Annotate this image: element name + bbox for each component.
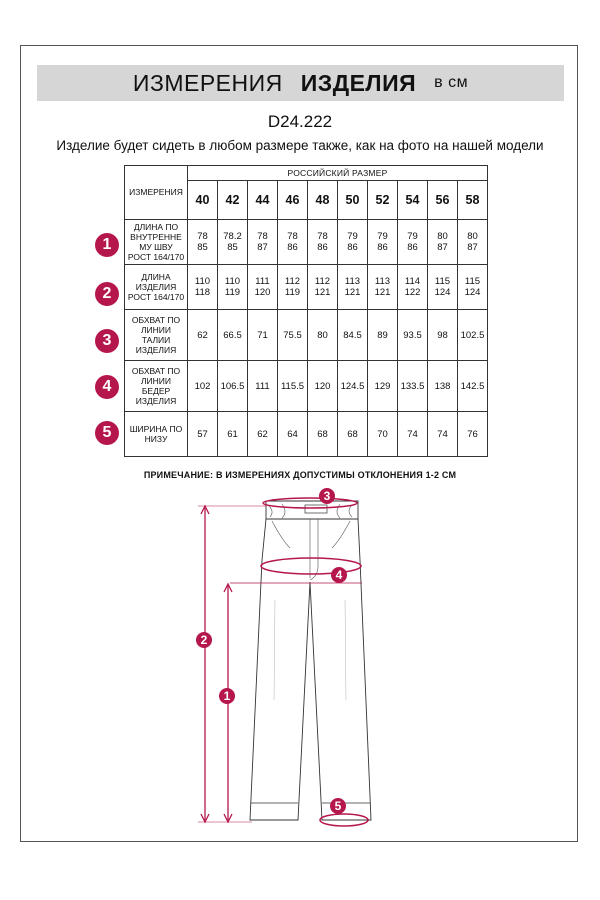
cell-value: 112 (314, 276, 331, 287)
row-label-line: ИЗДЕЛИЯ (135, 345, 177, 355)
waistband-gathers (268, 504, 352, 518)
cell-value: 76 (467, 428, 478, 440)
marker-3-label: 3 (323, 489, 331, 503)
cell-value: 115 (434, 276, 451, 287)
table-cell (368, 361, 398, 412)
row-label-line: ШИРИНА ПО (129, 424, 183, 434)
cell-value: 113 (374, 276, 391, 287)
cell-value: 86 (377, 242, 388, 253)
table-cell (218, 361, 248, 412)
table-cell (248, 220, 278, 265)
table-cell (218, 310, 248, 361)
table-cell (278, 220, 308, 265)
cell-value: 84.5 (343, 329, 362, 341)
cell-value: 79 (407, 231, 418, 242)
cell-value: 80 (467, 231, 478, 242)
cell-value: 119 (284, 287, 301, 298)
table-cell (188, 265, 218, 310)
row-number-badge-3: 3 (95, 329, 119, 353)
cell-value: 115 (464, 276, 481, 287)
row-label (125, 265, 188, 310)
row-label (125, 412, 188, 457)
table-cell (218, 412, 248, 457)
row-label-line: ТАЛИИ (141, 335, 171, 345)
cell-value: 78 (317, 231, 328, 242)
size-table (124, 165, 488, 457)
cell-value: 129 (374, 380, 391, 392)
cell-value: 110 (224, 276, 241, 287)
cell-value: 102.5 (460, 329, 485, 341)
cell-value: 120 (314, 380, 331, 392)
table-cell (188, 412, 218, 457)
row-label-line: БЕДЕР (141, 386, 171, 396)
row-number-badge-4: 4 (95, 375, 119, 399)
row-label-line: ОБХВАТ ПО (131, 315, 181, 325)
row-number-badge-5: 5 (95, 421, 119, 445)
cell-value: 118 (194, 287, 211, 298)
table-cell (428, 361, 458, 412)
table-cell (248, 265, 278, 310)
table-row (125, 310, 488, 361)
cell-value: 113 (344, 276, 361, 287)
row-number-badge-1: 1 (95, 233, 119, 257)
row-label-line: ЛИНИИ (140, 325, 172, 335)
cell-value: 120 (254, 287, 271, 298)
cell-value: 74 (407, 428, 418, 440)
table-cell (338, 361, 368, 412)
cell-value: 111 (255, 276, 270, 287)
table-cell (398, 220, 428, 265)
table-cell (278, 361, 308, 412)
pants-outline (250, 519, 371, 820)
table-cell (398, 412, 428, 457)
cell-value: 87 (467, 242, 478, 253)
cell-value: 102 (194, 380, 211, 392)
table-cell (428, 265, 458, 310)
table-cell (428, 220, 458, 265)
size-header-40: 40 (188, 181, 218, 220)
table-cell (248, 310, 278, 361)
cell-value: 121 (374, 287, 391, 298)
cell-value: 86 (317, 242, 328, 253)
cell-value: 57 (197, 428, 208, 440)
cell-value: 87 (257, 242, 268, 253)
table-cell (458, 220, 488, 265)
row-label-line: ДЛИНА (141, 272, 171, 282)
cell-value: 85 (227, 242, 238, 253)
size-header-56: 56 (428, 181, 458, 220)
cell-value: 70 (377, 428, 388, 440)
table-row (125, 412, 488, 457)
cell-value: 78 (287, 231, 298, 242)
waistband (266, 501, 358, 519)
cell-value: 68 (347, 428, 358, 440)
cell-value: 110 (194, 276, 211, 287)
row-label (125, 361, 188, 412)
measurements-header: ИЗМЕРЕНИЯ (125, 166, 188, 220)
table-cell (398, 265, 428, 310)
table-cell (458, 361, 488, 412)
table-row (125, 361, 488, 412)
size-header-44: 44 (248, 181, 278, 220)
table-cell (188, 310, 218, 361)
title-part-1: ИЗМЕРЕНИЯ (132, 69, 283, 96)
cell-value: 85 (197, 242, 208, 253)
row-label-line: ИЗДЕЛИЯ (135, 396, 177, 406)
cell-value: 78 (197, 231, 208, 242)
cell-value: 78 (257, 231, 268, 242)
table-cell (458, 412, 488, 457)
cell-value: 80 (317, 329, 328, 341)
row-label-line: РОСТ 164/170 (127, 292, 185, 302)
cell-value: 115.5 (280, 380, 305, 392)
pants-diagram (0, 480, 600, 860)
size-header-58: 58 (458, 181, 488, 220)
cell-value: 124 (434, 287, 451, 298)
cell-value: 124.5 (340, 380, 365, 392)
table-cell (338, 220, 368, 265)
marker-1-label: 1 (223, 689, 231, 703)
cell-value: 79 (347, 231, 358, 242)
table-cell (188, 220, 218, 265)
size-header-54: 54 (398, 181, 428, 220)
table-cell (308, 310, 338, 361)
cell-value: 62 (197, 329, 208, 341)
cell-value: 111 (255, 380, 270, 392)
size-header-46: 46 (278, 181, 308, 220)
table-cell (308, 220, 338, 265)
cell-value: 75.5 (283, 329, 302, 341)
cell-value: 138 (434, 380, 451, 392)
cell-value: 80 (437, 231, 448, 242)
table-cell (458, 310, 488, 361)
cell-value: 74 (437, 428, 448, 440)
cell-value: 61 (227, 428, 238, 440)
cell-value: 68 (317, 428, 328, 440)
size-header-48: 48 (308, 181, 338, 220)
row-label-line: ЛИНИИ (140, 376, 172, 386)
row-label-line: НИЗУ (144, 434, 168, 444)
product-code: D24.222 (267, 112, 333, 131)
table-cell (278, 412, 308, 457)
table-cell (218, 220, 248, 265)
table-cell (308, 412, 338, 457)
table-cell (248, 361, 278, 412)
table-cell (458, 265, 488, 310)
button-tab (305, 505, 327, 513)
cell-value: 71 (257, 329, 268, 341)
row-label-line: ОБХВАТ ПО (131, 366, 181, 376)
table-cell (398, 310, 428, 361)
table-row (125, 265, 488, 310)
title-part-2: ИЗДЕЛИЯ (300, 69, 417, 96)
row-label (125, 310, 188, 361)
marker-5-label: 5 (334, 799, 342, 813)
row-number-badge-2: 2 (95, 282, 119, 306)
pockets (272, 521, 350, 548)
cell-value: 112 (284, 276, 301, 287)
size-header-52: 52 (368, 181, 398, 220)
row-label-line: МУ ШВУ (139, 242, 173, 252)
table-cell (278, 310, 308, 361)
cell-value: 86 (407, 242, 418, 253)
row-label-line: РОСТ 164/170 (127, 252, 185, 262)
table-cell (368, 412, 398, 457)
marker-group (196, 488, 347, 814)
cell-value: 122 (404, 287, 421, 298)
cell-value: 93.5 (403, 329, 422, 341)
cell-value: 87 (437, 242, 448, 253)
table-cell (398, 361, 428, 412)
cell-value: 142.5 (460, 380, 485, 392)
cell-value: 106.5 (220, 380, 245, 392)
title-unit: в см (434, 74, 469, 91)
cell-value: 98 (437, 329, 448, 341)
cell-value: 66.5 (223, 329, 242, 341)
table-cell (188, 361, 218, 412)
table-cell (248, 412, 278, 457)
cell-value: 86 (287, 242, 298, 253)
table-cell (338, 265, 368, 310)
table-cell (368, 265, 398, 310)
measurement-footnote: ПРИМЕЧАНИЕ: В ИЗМЕРЕНИЯХ ДОПУСТИМЫ ОТКЛОНЕНИЯ 1-2 СМ (143, 470, 457, 480)
row-label-line: ИЗДЕЛИЯ (135, 282, 177, 292)
cell-value: 121 (344, 287, 361, 298)
cell-value: 124 (464, 287, 481, 298)
table-cell (428, 412, 458, 457)
cell-value: 114 (404, 276, 421, 287)
cell-value: 86 (347, 242, 358, 253)
cell-value: 79 (377, 231, 388, 242)
table-cell (368, 310, 398, 361)
fit-note: Изделие будет сидеть в любом размере также, как на фото на нашей модели (56, 138, 544, 153)
marker-2-label: 2 (200, 633, 208, 647)
row-label (125, 220, 188, 265)
table-cell (218, 265, 248, 310)
row-label-line: ДЛИНА ПО (133, 222, 179, 232)
row-label-line: ВНУТРЕННЕ (130, 232, 182, 242)
table-cell (308, 361, 338, 412)
table-cell (368, 220, 398, 265)
table-cell (338, 412, 368, 457)
table-header-row (125, 166, 488, 181)
table-cell (338, 310, 368, 361)
size-header-50: 50 (338, 181, 368, 220)
size-header-42: 42 (218, 181, 248, 220)
table-cell (308, 265, 338, 310)
table-row (125, 220, 488, 265)
cell-value: 121 (314, 287, 331, 298)
title-bar (37, 65, 564, 101)
cell-value: 62 (257, 428, 268, 440)
waist-measure-line (263, 498, 357, 508)
cell-value: 64 (287, 428, 298, 440)
cell-value: 133.5 (400, 380, 425, 392)
marker-4-label: 4 (335, 568, 343, 582)
cell-value: 89 (377, 329, 388, 341)
table-cell (278, 265, 308, 310)
fly-stitch (310, 519, 318, 580)
size-group-header: РОССИЙСКИЙ РАЗМЕР (188, 166, 488, 181)
table-cell (428, 310, 458, 361)
cell-value: 119 (224, 287, 241, 298)
crease-lines (274, 600, 346, 700)
cell-value: 78.2 (223, 231, 242, 242)
